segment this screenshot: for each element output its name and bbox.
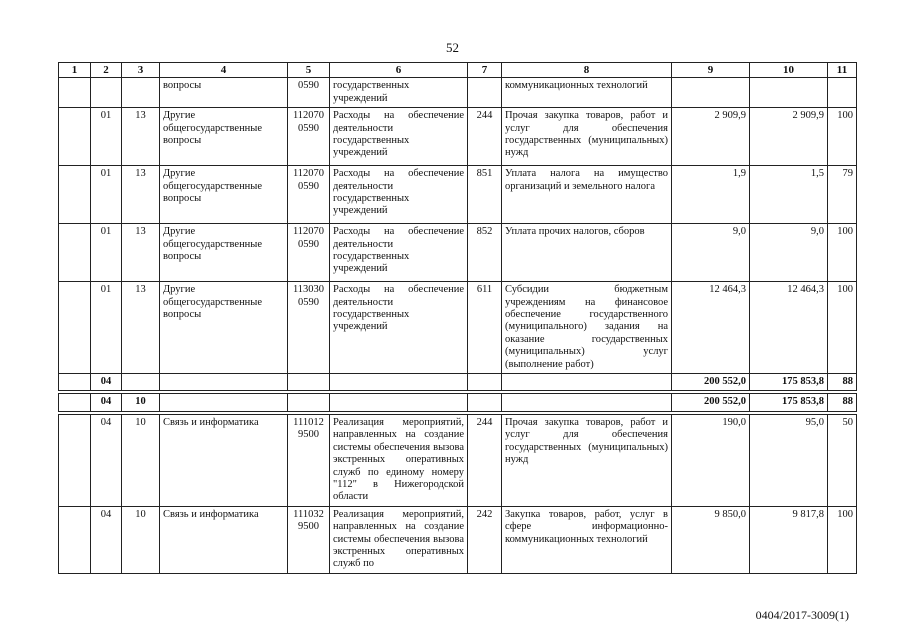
- cell-target-code: 113030 0590: [288, 282, 330, 374]
- cell-target-code: 112070 0590: [288, 166, 330, 224]
- cell-empty: [160, 394, 288, 411]
- cell-percent: 100: [828, 282, 857, 374]
- col-header: 1: [59, 63, 91, 78]
- cell-section-name: вопросы: [160, 78, 288, 108]
- cell-col1: [59, 282, 91, 374]
- cell-percent: 88: [828, 374, 857, 391]
- cell-expense-name: Прочая закупка товаров, работ и услуг для обеспечения государственных (муниципальных) нужд: [502, 414, 672, 506]
- cell-col1: [59, 224, 91, 282]
- cell-subsection: [122, 78, 160, 108]
- cell-actual: 9 817,8: [750, 506, 828, 573]
- cell-planned: 190,0: [672, 414, 750, 506]
- cell-target-code: 112070 0590: [288, 108, 330, 166]
- table-row: [59, 166, 857, 224]
- cell-expense-type: 852: [468, 224, 502, 282]
- cell-section: 01: [91, 282, 122, 374]
- cell-planned: 200 552,0: [672, 394, 750, 411]
- cell-actual: 175 853,8: [750, 394, 828, 411]
- cell-expense-name: Закупка товаров, работ, услуг в сфере информационно-коммуникационных технологий: [502, 506, 672, 573]
- cell-planned: [672, 78, 750, 108]
- cell-expense-type: 851: [468, 166, 502, 224]
- cell-expense-type: 611: [468, 282, 502, 374]
- cell-target-code: 111032 9500: [288, 506, 330, 573]
- table-row: [59, 78, 857, 108]
- total-row: [59, 394, 857, 411]
- cell-empty: [160, 374, 288, 391]
- cell-empty: [59, 394, 91, 411]
- cell-empty: [122, 374, 160, 391]
- cell-percent: 50: [828, 414, 857, 506]
- cell-actual: 12 464,3: [750, 282, 828, 374]
- cell-subsection: 13: [122, 224, 160, 282]
- cell-col1: [59, 166, 91, 224]
- cell-empty: [468, 374, 502, 391]
- cell-expense-type: 242: [468, 506, 502, 573]
- cell-empty: [59, 374, 91, 391]
- cell-col1: [59, 108, 91, 166]
- cell-empty: [330, 374, 468, 391]
- cell-col1: [59, 78, 91, 108]
- budget-table: [58, 62, 857, 574]
- cell-section: [91, 78, 122, 108]
- cell-section: 04: [91, 394, 122, 411]
- cell-target-code: 111012 9500: [288, 414, 330, 506]
- cell-target-name: Расходы на обеспечение деятельности государственных учреждений: [330, 108, 468, 166]
- cell-expense-name: коммуникационных технологий: [502, 78, 672, 108]
- col-header: 5: [288, 63, 330, 78]
- cell-target-code: 112070 0590: [288, 224, 330, 282]
- cell-col1: [59, 414, 91, 506]
- col-header: 3: [122, 63, 160, 78]
- cell-percent: 79: [828, 166, 857, 224]
- header-row: [59, 63, 857, 78]
- cell-percent: 100: [828, 224, 857, 282]
- cell-section: 04: [91, 506, 122, 573]
- cell-expense-name: Уплата прочих налогов, сборов: [502, 224, 672, 282]
- cell-actual: 175 853,8: [750, 374, 828, 391]
- col-header: 6: [330, 63, 468, 78]
- cell-expense-type: 244: [468, 414, 502, 506]
- cell-actual: 9,0: [750, 224, 828, 282]
- page-number: 52: [446, 40, 459, 55]
- cell-section: 01: [91, 224, 122, 282]
- table-row: [59, 224, 857, 282]
- cell-target-name: государственных учреждений: [330, 78, 468, 108]
- table-row: [59, 282, 857, 374]
- cell-target-name: Расходы на обеспечение деятельности государственных учреждений: [330, 224, 468, 282]
- cell-empty: [330, 394, 468, 411]
- cell-actual: [750, 78, 828, 108]
- cell-target-name: Реализация мероприятий, направленных на создание системы обеспечения вызова экстренных оперативных служб по: [330, 506, 468, 573]
- cell-subsection: 10: [122, 506, 160, 573]
- cell-percent: 88: [828, 394, 857, 411]
- cell-empty: [288, 374, 330, 391]
- cell-section-name: Связь и информатика: [160, 414, 288, 506]
- cell-subsection: 13: [122, 108, 160, 166]
- cell-target-name: Реализация мероприятий, направленных на создание системы обеспечения вызова экстренных оперативных служб по единому номеру "112" в Нижегородской области: [330, 414, 468, 506]
- cell-empty: [502, 374, 672, 391]
- cell-empty: [468, 394, 502, 411]
- table-row: [59, 414, 857, 506]
- document-code: 0404/2017-3009(1): [755, 608, 849, 622]
- cell-subsection: 13: [122, 282, 160, 374]
- cell-target-code: 0590: [288, 78, 330, 108]
- cell-planned: 200 552,0: [672, 374, 750, 391]
- cell-section: 04: [91, 374, 122, 391]
- cell-empty: [502, 394, 672, 411]
- col-header: 11: [828, 63, 857, 78]
- total-row: [59, 374, 857, 391]
- cell-section-name: Другие общегосударственные вопросы: [160, 282, 288, 374]
- cell-subsection: 10: [122, 394, 160, 411]
- col-header: 10: [750, 63, 828, 78]
- cell-percent: [828, 78, 857, 108]
- cell-expense-name: Прочая закупка товаров, работ и услуг для обеспечения государственных (муниципальных) нужд: [502, 108, 672, 166]
- cell-section-name: Другие общегосударственные вопросы: [160, 224, 288, 282]
- cell-actual: 2 909,9: [750, 108, 828, 166]
- cell-planned: 12 464,3: [672, 282, 750, 374]
- col-header: 2: [91, 63, 122, 78]
- col-header: 7: [468, 63, 502, 78]
- cell-percent: 100: [828, 506, 857, 573]
- cell-section-name: Другие общегосударственные вопросы: [160, 166, 288, 224]
- cell-expense-name: Субсидии бюджетным учреждениям на финансовое обеспечение государственного (муниципального) задания на оказание государственных (муниципальных) услуг (выполнение работ): [502, 282, 672, 374]
- cell-empty: [288, 394, 330, 411]
- cell-subsection: 13: [122, 166, 160, 224]
- cell-actual: 1,5: [750, 166, 828, 224]
- cell-planned: 1,9: [672, 166, 750, 224]
- col-header: 4: [160, 63, 288, 78]
- cell-section: 04: [91, 414, 122, 506]
- cell-actual: 95,0: [750, 414, 828, 506]
- cell-planned: 2 909,9: [672, 108, 750, 166]
- cell-section: 01: [91, 166, 122, 224]
- cell-section-name: Другие общегосударственные вопросы: [160, 108, 288, 166]
- cell-expense-type: 244: [468, 108, 502, 166]
- cell-section: 01: [91, 108, 122, 166]
- cell-planned: 9,0: [672, 224, 750, 282]
- col-header: 9: [672, 63, 750, 78]
- table-row: [59, 108, 857, 166]
- cell-target-name: Расходы на обеспечение деятельности государственных учреждений: [330, 166, 468, 224]
- cell-expense-type: [468, 78, 502, 108]
- cell-col1: [59, 506, 91, 573]
- cell-target-name: Расходы на обеспечение деятельности государственных учреждений: [330, 282, 468, 374]
- cell-planned: 9 850,0: [672, 506, 750, 573]
- cell-percent: 100: [828, 108, 857, 166]
- cell-section-name: Связь и информатика: [160, 506, 288, 573]
- table-row: [59, 506, 857, 573]
- cell-subsection: 10: [122, 414, 160, 506]
- col-header: 8: [502, 63, 672, 78]
- cell-expense-name: Уплата налога на имущество организаций и земельного налога: [502, 166, 672, 224]
